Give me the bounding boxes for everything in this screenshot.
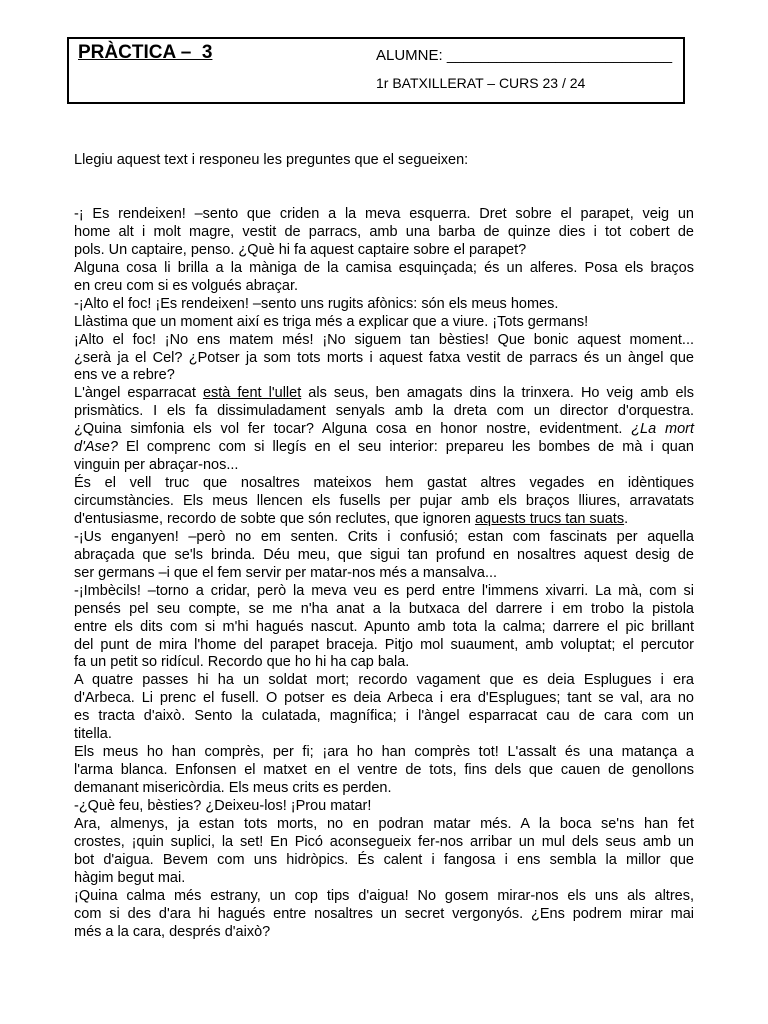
text-line: Ara, almenys, ja estan tots morts, no en podran matar més. A la boca se'ns han fet xyxy=(74,815,694,832)
practice-title: PRÀCTICA – 3 xyxy=(78,42,213,63)
text-line: A quatre passes hi ha un soldat mort; recordo vagament que es deia Esplugues i era xyxy=(74,672,694,689)
text-line: es tracta d'això. Sento la culatada, magnífica; i l'àngel esparracat cau de cara com un xyxy=(74,708,694,725)
underlined-phrase: està fent l'ullet xyxy=(202,385,302,402)
text-line: prismàtics. I els fa dissimuladament senyals amb la dreta com un director d'orquestra. xyxy=(74,403,694,420)
text-segment: . xyxy=(624,510,629,527)
text-line xyxy=(74,421,694,439)
text-line: fa un petit so ridícul. Recordo que ho hi ha cap bala. xyxy=(74,654,410,671)
text-segment: L'àngel esparracat xyxy=(74,385,203,402)
text-line: -¿Què feu, bèsties? ¿Deixeu-los! ¡Prou matar! xyxy=(74,797,372,814)
text-line: titella. xyxy=(74,726,112,743)
text-line: com si des d'ara hi hagués entre nosaltres un secret vergonyós. ¿Ens podrem mirar mai xyxy=(74,905,694,922)
text-line: És el vell truc que nosaltres mateixos hem gastat altres vegades en idèntiques xyxy=(74,475,694,492)
text-line: Llàstima que un moment així es triga més a explicar que a viure. ¡Tots germans! xyxy=(74,313,589,330)
text-line: -¡Us enganyen! –però no em senten. Crits i confusió; estan com fascinats per aquella xyxy=(74,528,694,545)
text-line: ¡Alto el foc! ¡No ens matem més! ¡No siguem tan bèsties! Que bonic aquest moment... xyxy=(74,331,694,348)
text-line xyxy=(74,511,694,529)
text-line: -¡Alto el foc! ¡Es rendeixen! –sento uns rugits afònics: són els meus homes. xyxy=(74,295,559,312)
course-label: 1r BATXILLERAT – CURS 23 / 24 xyxy=(376,75,586,91)
text-line: ens ve a rebre? xyxy=(74,367,175,384)
text-line: demanant misericòrdia. Els meus crits es perden. xyxy=(74,780,392,796)
text-line: circumstàncies. Els meus llencen els fusells per pujar amb els braços lliures, arravatats xyxy=(74,493,694,509)
text-segment: d'entusiasme, recordo de sobte que són reclutes, que ignoren xyxy=(74,510,475,527)
reading-text xyxy=(74,206,694,941)
text-line: en creu com si es volgués abraçar. xyxy=(74,277,299,294)
text-line: hàgim begut mai. xyxy=(74,869,186,886)
text-line: ¿serà ja el Cel? ¿Potser ja som tots morts i aquest fatxa vestit de parracs és un àngel que xyxy=(74,349,694,366)
text-line: -¡Imbècils! –torno a cridar, però la meva veu es perd entre l'immens xivarri. La mà, com si xyxy=(74,582,694,599)
text-line: més a la cara, després d'això? xyxy=(74,923,271,940)
text-line: d'Arbeca. Li prenc el fusell. O potser es deia Arbeca i era d'Esplugues; tant se val, ara no xyxy=(74,690,694,707)
student-name-field: ALUMNE: ___________________________ xyxy=(376,47,673,64)
header-box xyxy=(67,37,685,104)
text-line: vinguin per abraçar-nos... xyxy=(74,457,239,474)
text-line: l'arma blanca. Enfonsen el matxet en el ventre de tots, fins dels que cauen de genollons xyxy=(74,762,694,779)
text-line: ¡Quina calma més estrany, un cop tips d'aigua! No gosem mirar-nos els uns als altres, xyxy=(74,887,694,904)
text-line: home alt i molt magre, vestit de parracs, amb una barba de quinze dies i tot cobert de xyxy=(74,223,694,240)
text-line: crostes, ¡quin suplici, la set! En Picó aconsegueix fer-nos arribar un mul dels seus amb un xyxy=(74,833,694,850)
text-line: entre els dits com si m'hi hagués nascut. Apunto amb tota la calma; darrere el pic brillant xyxy=(74,618,694,635)
instructions: Llegiu aquest text i responeu les preguntes que el segueixen: xyxy=(74,152,469,168)
text-line xyxy=(74,439,694,457)
text-line: bot d'aigua. Bevem com uns hidròpics. És calent i fangosa i ens sembla la millor que xyxy=(74,851,694,868)
text-line: del punt de mira l'home del parapet braceja. Pitjo mol suaument, amb voluptat; el percutor xyxy=(74,636,694,653)
text-line: abraçada que se'ls brinda. Déu meu, que sigui tan profund en nosaltres aquest desig de xyxy=(74,546,694,563)
text-line: -¡ Es rendeixen! –sento que criden a la meva esquerra. Dret sobre el parapet, veig un xyxy=(74,206,694,222)
italic-phrase: d'Ase? xyxy=(74,439,118,456)
text-line: Alguna cosa li brilla a la màniga de la camisa esquinçada; és un alferes. Posa els braços xyxy=(74,259,694,276)
text-segment: El comprenc com si llegís en el seu interior: prepareu les bombes de mà i quan xyxy=(117,439,694,456)
text-line: pols. Un captaire, penso. ¿Què hi fa aquest captaire sobre el parapet? xyxy=(74,241,527,258)
text-line: ser germans –i que el fem servir per matar-nos més a mansalva... xyxy=(74,564,498,581)
text-segment: ¿Quina simfonia els vol fer tocar? Alguna cosa en honor nostre, evidentment. xyxy=(74,421,632,438)
underlined-phrase: aquests trucs tan suats xyxy=(474,510,625,527)
text-segment: als seus, ben amagats dins la trinxera. Ho veig amb els xyxy=(301,385,694,402)
italic-phrase: ¿La mort xyxy=(631,421,694,438)
text-line: Els meus ho han comprès, per fi; ¡ara ho han comprès tot! L'assalt és una matança a xyxy=(74,744,694,761)
text-line xyxy=(74,385,694,403)
text-line: pensés pel seu compte, se me n'ha anat a la butxaca del darrere i em trobo la pistola xyxy=(74,600,694,617)
